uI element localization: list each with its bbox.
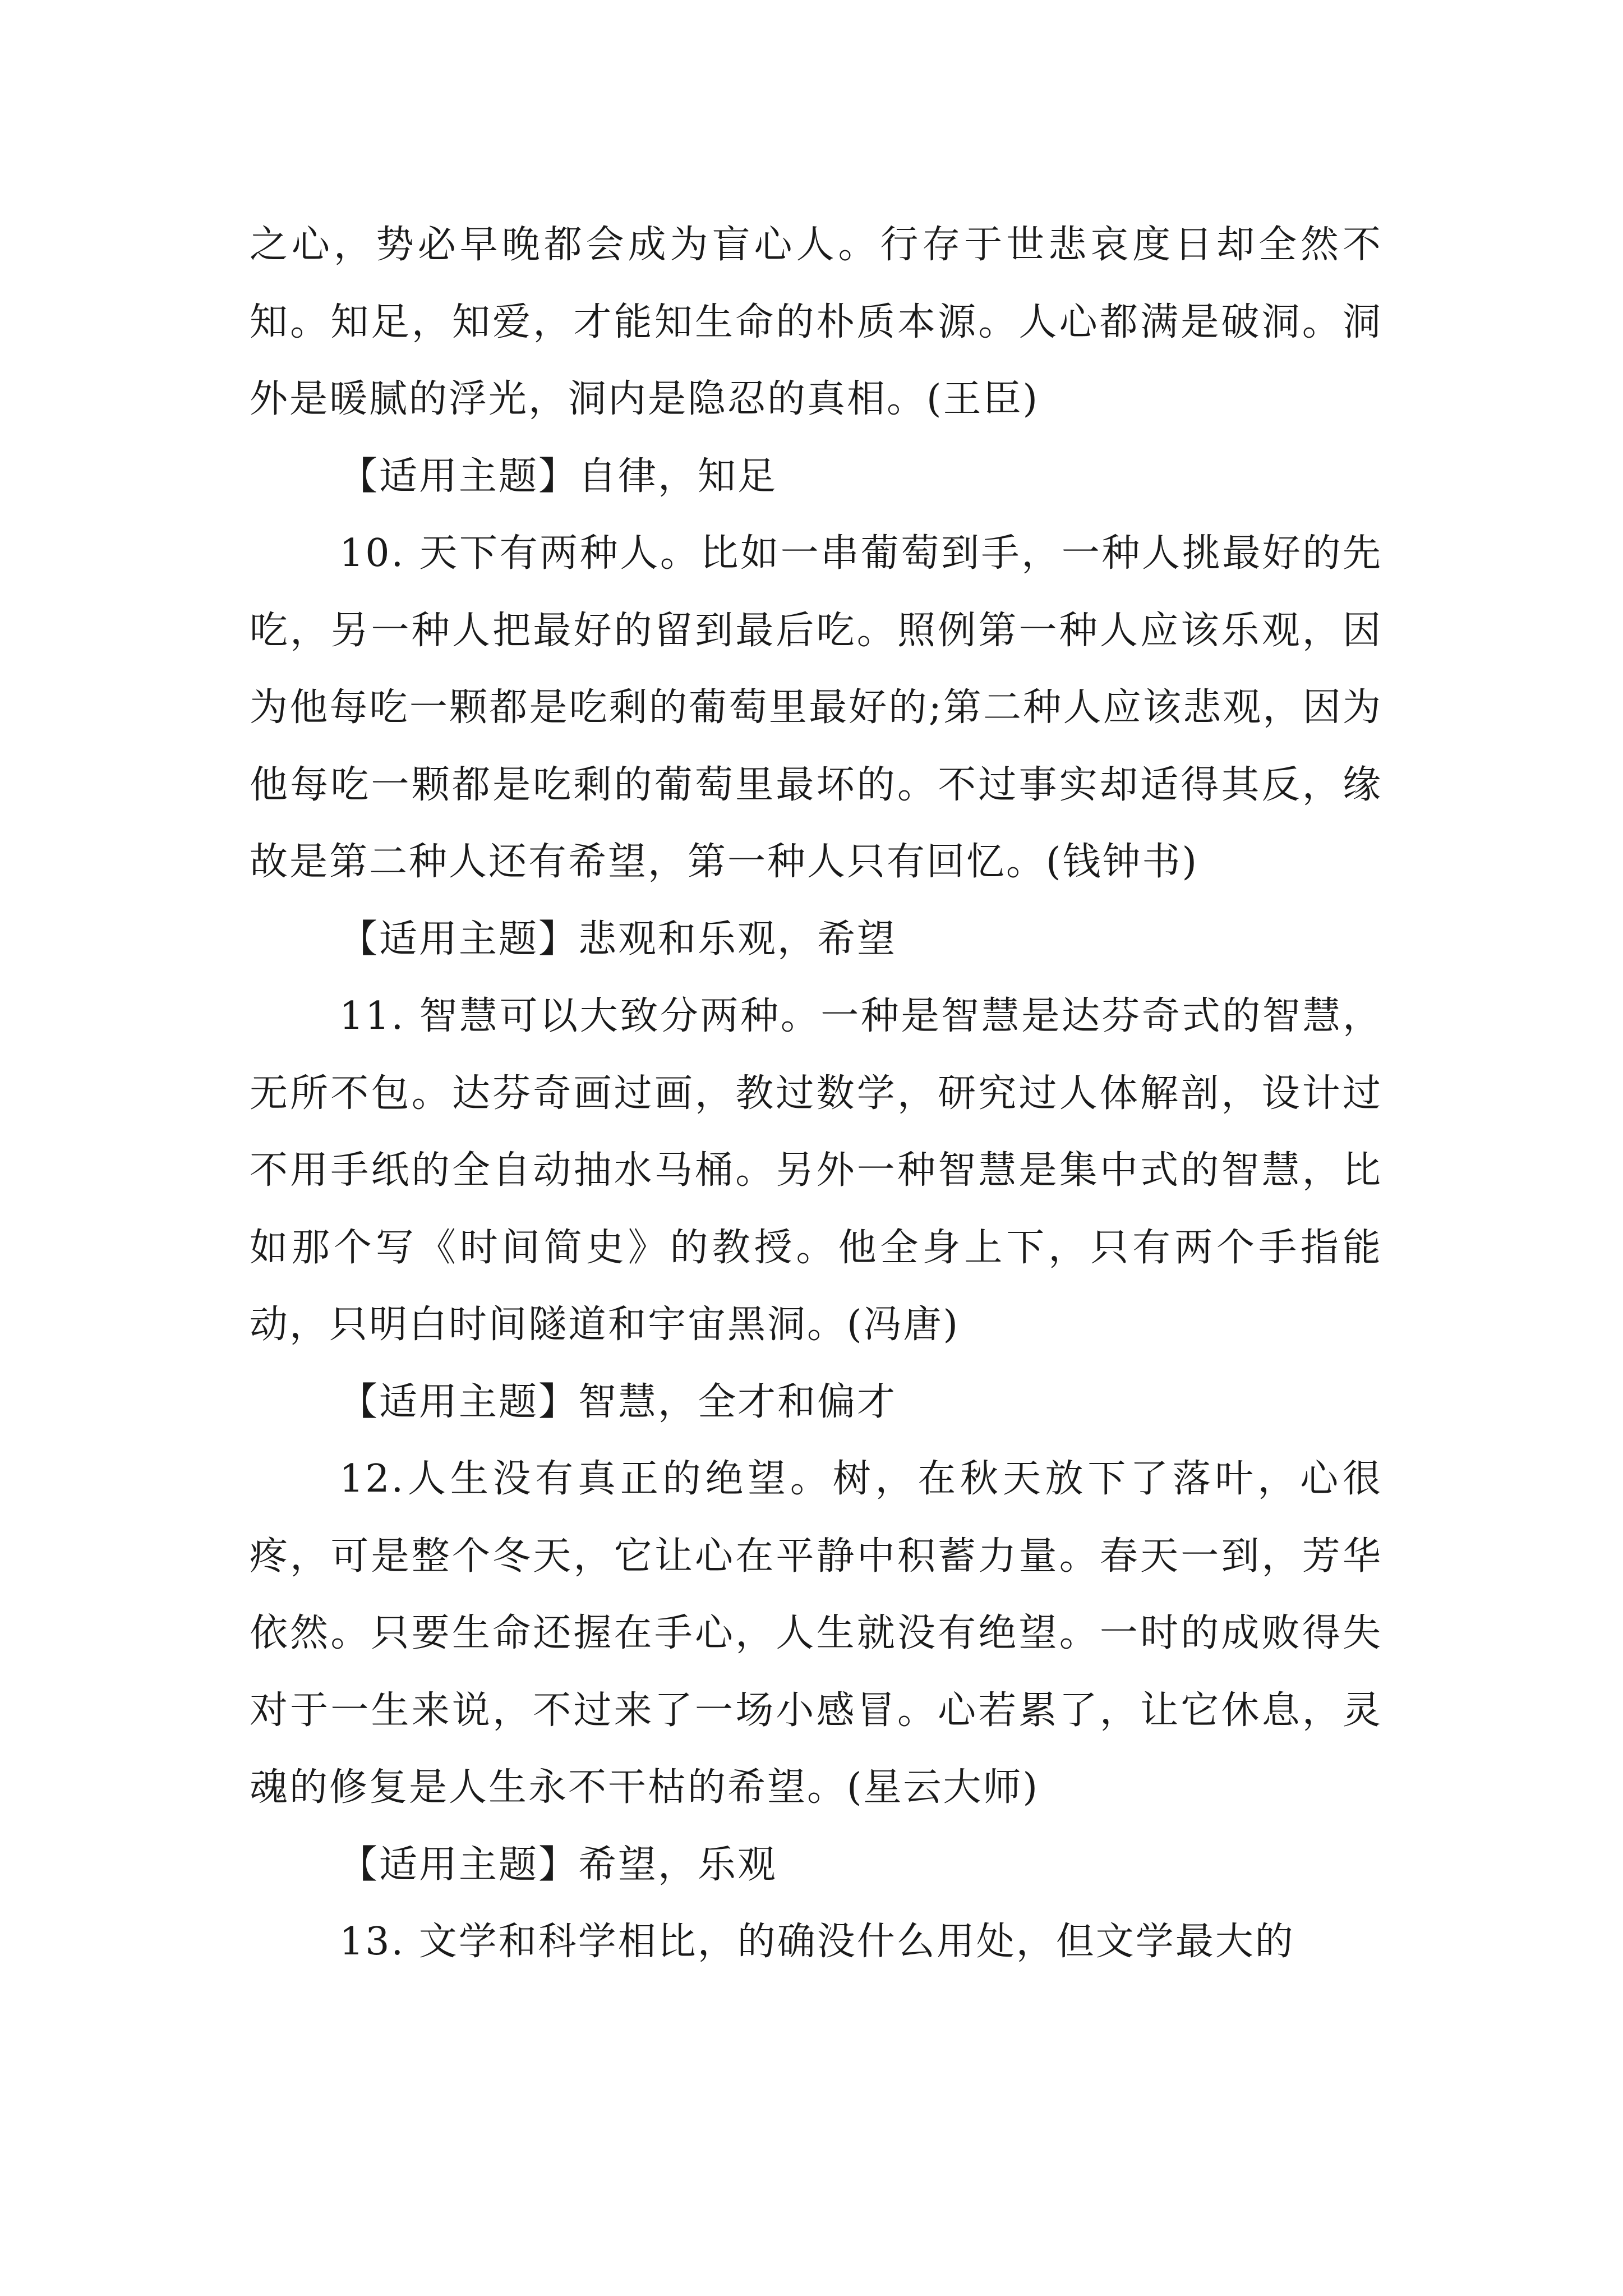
- numbered-paragraph: 10. 天下有两种人。比如一串葡萄到手，一种人挑最好的先吃，另一种人把最好的留到最后吃。照例第一种人应该乐观，因为他每吃一颗都是吃剩的葡萄里最好的;第二种人应该悲观，因为他每吃一颗都是吃剩的葡萄里最坏的。不过事实却适得其反，缘故是第二种人还有希望，第一种人只有回忆。(钱钟书): [250, 531, 1382, 884]
- topic-line: 【适用主题】智慧，全才和偏才: [339, 1379, 897, 1424]
- topic-line: 【适用主题】自律，知足: [339, 454, 778, 499]
- numbered-paragraph: 11. 智慧可以大致分两种。一种是智慧是达芬奇式的智慧，无所不包。达芬奇画过画，教过数学，研究过人体解剖，设计过不用手纸的全自动抽水马桶。另外一种智慧是集中式的智慧，比如那个写《时间简史》的教授。他全身上下，只有两个手指能动，只明白时间隧道和宇宙黑洞。(冯唐): [250, 994, 1382, 1347]
- topic-line: 【适用主题】希望，乐观: [339, 1842, 778, 1887]
- numbered-paragraph: 13. 文学和科学相比，的确没什么用处，但文学最大的: [339, 1920, 1295, 1964]
- document-body: [250, 206, 1382, 1981]
- paragraph-continuation: 之心，势必早晚都会成为盲心人。行存于世悲哀度日却全然不知。知足，知爱，才能知生命的朴质本源。人心都满是破洞。洞外是暖腻的浮光，洞内是隐忍的真相。(王臣): [250, 223, 1382, 421]
- topic-line: 【适用主题】悲观和乐观，希望: [339, 917, 897, 961]
- numbered-paragraph: 12.人生没有真正的绝望。树，在秋天放下了落叶，心很疼，可是整个冬天，它让心在平静中积蓄力量。春天一到，芳华依然。只要生命还握在手心，人生就没有绝望。一时的成败得失对于一生来说，不过来了一场小感冒。心若累了，让它休息，灵魂的修复是人生永不干枯的希望。(星云大师): [250, 1457, 1382, 1810]
